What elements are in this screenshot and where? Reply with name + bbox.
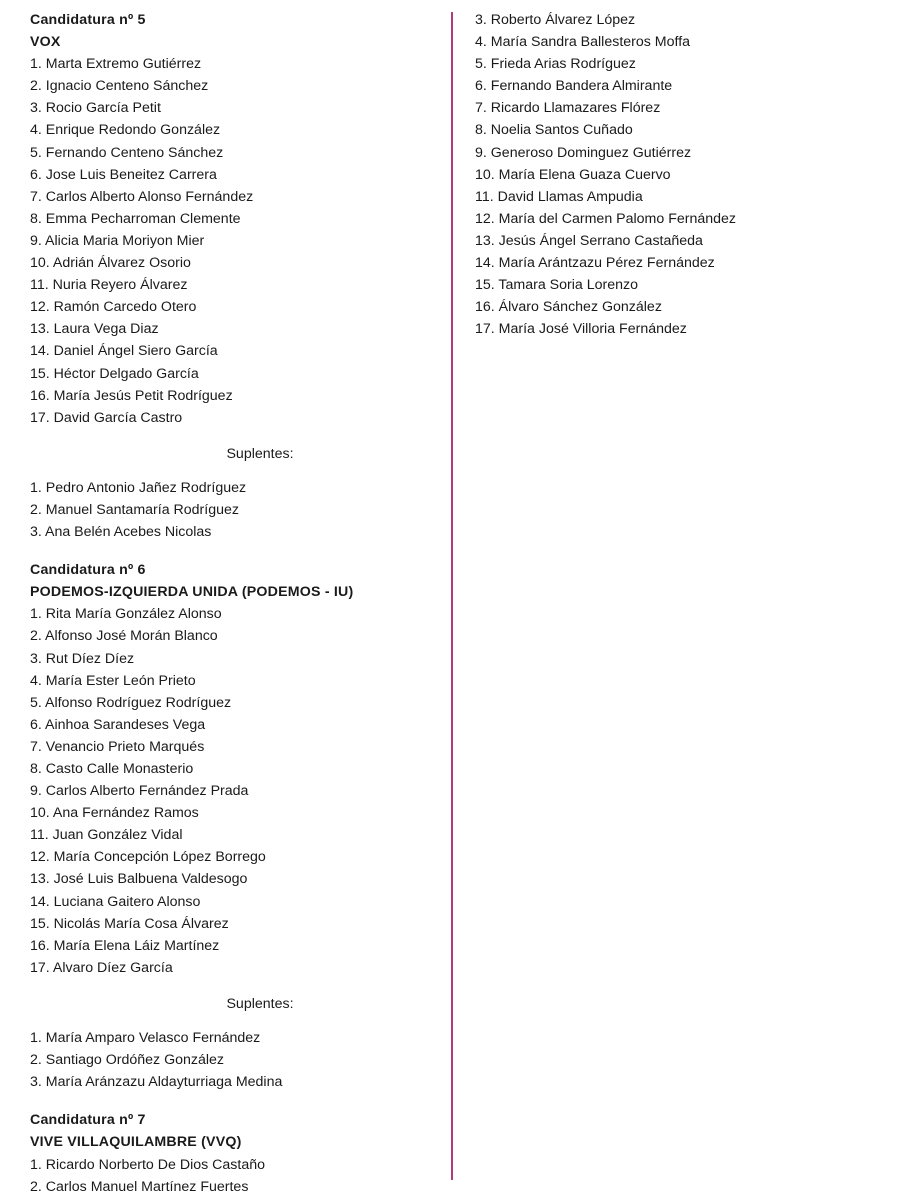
candidatura-5-party: VOX [30,34,61,51]
list-item: 16. María Elena Láiz Martínez [30,937,220,954]
list-item: 1. Marta Extremo Gutiérrez [30,56,202,73]
list-item: 5. Frieda Arias Rodríguez [475,56,636,73]
list-item: 13. José Luis Balbuena Valdesogo [30,871,248,888]
candidatura-5-suplentes [30,477,440,543]
list-item: 1. Pedro Antonio Jañez Rodríguez [30,479,247,496]
list-item: 9. Carlos Alberto Fernández Prada [30,783,249,800]
suplentes-heading: Suplentes: [226,445,294,462]
list-item: 5. Fernando Centeno Sánchez [30,144,224,161]
list-item: 10. Ana Fernández Ramos [30,805,199,822]
list-item: 1. Rita María González Alonso [30,606,222,623]
list-item: 8. Casto Calle Monasterio [30,761,194,777]
left-column [30,9,440,1198]
list-item: 2. Carlos Manuel Martínez Fuertes [30,1178,249,1195]
list-item: 13. Jesús Ángel Serrano Castañeda [475,232,703,249]
list-item: 2. Ignacio Centeno Sánchez [30,78,209,95]
candidatura-7-titulares-left [30,1154,440,1198]
list-item: 10. Adrián Álvarez Osorio [30,255,191,272]
list-item: 15. Nicolás María Cosa Álvarez [30,915,229,932]
list-item: 16. María Jesús Petit Rodríguez [30,387,233,404]
candidatura-7-party: VIVE VILLAQUILAMBRE (VVQ) [30,1134,242,1151]
list-item: 7. Ricardo Llamazares Flórez [475,100,661,117]
list-item: 3. María Aránzazu Aldayturriaga Medina [30,1074,283,1091]
right-column [475,9,895,340]
list-item: 3. Rut Díez Díez [30,650,135,667]
list-item: 12. María Concepción López Borrego [30,849,266,866]
candidatura-7-titulares-right [475,9,895,340]
list-item: 7. Carlos Alberto Alonso Fernández [30,188,254,205]
list-item: 14. Daniel Ángel Siero García [30,343,218,360]
list-item: 17. María José Villoria Fernández [475,321,687,338]
list-item: 3. Roberto Álvarez López [475,12,636,28]
list-item: 7. Venancio Prieto Marqués [30,738,205,755]
list-item: 12. Ramón Carcedo Otero [30,299,197,316]
list-item: 4. María Ester León Prieto [30,672,196,689]
candidatura-6-suplentes [30,1027,440,1093]
list-item: 14. María Arántzazu Pérez Fernández [475,255,715,272]
list-item: 1. María Amparo Velasco Fernández [30,1030,261,1047]
list-item: 4. Enrique Redondo González [30,122,221,139]
column-divider [451,12,453,1180]
list-item: 1. Ricardo Norberto De Dios Castaño [30,1156,265,1173]
list-item: 10. María Elena Guaza Cuervo [475,166,671,183]
list-item: 9. Alicia Maria Moriyon Mier [30,232,205,249]
list-item: 15. Héctor Delgado García [30,365,199,382]
list-item: 17. David García Castro [30,409,183,426]
candidatura-6-label: Candidatura nº 6 [30,562,146,579]
list-item: 6. Fernando Bandera Almirante [475,78,673,95]
candidatura-6-party: PODEMOS-IZQUIERDA UNIDA (PODEMOS - IU) [30,584,354,601]
list-item: 11. Nuria Reyero Álvarez [30,277,188,294]
list-item: 3. Rocio García Petit [30,100,161,117]
list-item: 11. David Llamas Ampudia [475,188,643,205]
list-item: 13. Laura Vega Diaz [30,321,159,338]
list-item: 2. Manuel Santamaría Rodríguez [30,501,239,518]
candidatura-7-label: Candidatura nº 7 [30,1112,146,1129]
candidatura-6-titulares [30,603,440,979]
list-item: 12. María del Carmen Palomo Fernández [475,210,737,227]
list-item: 6. Ainhoa Sarandeses Vega [30,716,206,733]
list-item: 6. Jose Luis Beneitez Carrera [30,166,217,183]
list-item: 14. Luciana Gaitero Alonso [30,893,201,910]
list-item: 2. Alfonso José Morán Blanco [30,628,218,645]
list-item: 5. Alfonso Rodríguez Rodríguez [30,694,232,711]
list-item: 16. Álvaro Sánchez González [475,299,662,316]
list-item: 8. Noelia Santos Cuñado [475,122,633,139]
candidatura-5-label: Candidatura nº 5 [30,12,146,28]
candidatura-5-titulares [30,53,440,429]
list-item: 9. Generoso Dominguez Gutiérrez [475,144,692,161]
list-item: 15. Tamara Soria Lorenzo [475,277,638,294]
list-item: 4. María Sandra Ballesteros Moffa [475,34,691,51]
list-item: 11. Juan González Vidal [30,827,183,844]
list-item: 3. Ana Belén Acebes Nicolas [30,524,212,541]
list-item: 2. Santiago Ordóñez González [30,1052,225,1069]
suplentes-heading: Suplentes: [226,995,294,1012]
list-item: 17. Alvaro Díez García [30,959,173,976]
list-item: 8. Emma Pecharroman Clemente [30,210,241,227]
